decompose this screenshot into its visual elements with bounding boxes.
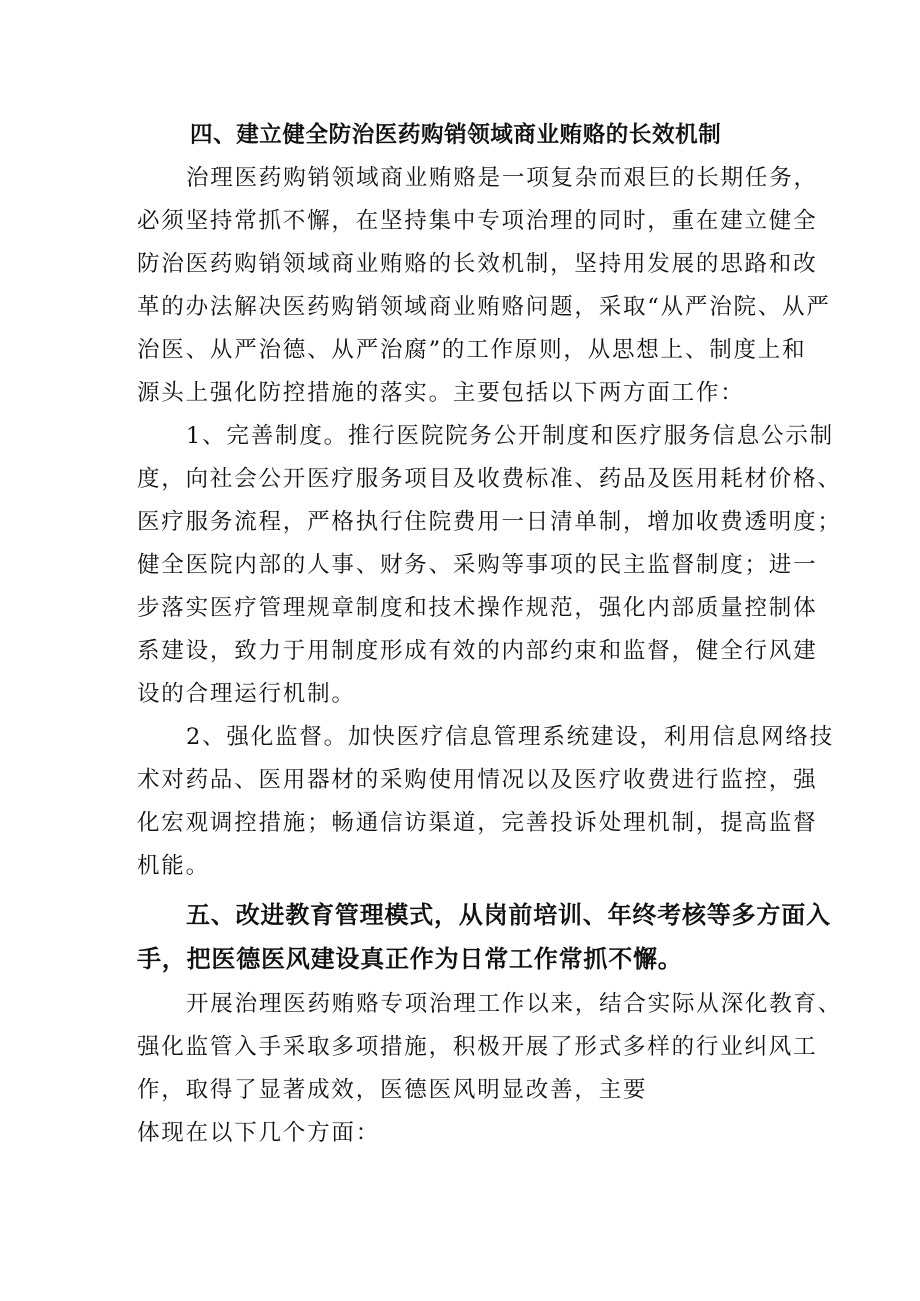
list-item-line: 系建设，致力于用制度形成有效的内部约束和监督，健全行风建 xyxy=(137,638,818,664)
list-item-line: 步落实医疗管理规章制度和技术操作规范，强化内部质量控制体 xyxy=(137,595,818,621)
paragraph-line: 必须坚持常抓不懈，在坚持集中专项治理的同时，重在建立健全 xyxy=(137,208,818,234)
paragraph-line: 治医、从严治德、从严治腐”的工作原则，从思想上、制度上和 xyxy=(137,337,807,363)
paragraph-line: 源头上强化防控措施的落实。主要包括以下两方面工作： xyxy=(137,380,745,406)
section-heading-4: 四、建立健全防治医药购销领域商业贿赂的长效机制 xyxy=(190,122,722,148)
list-item-line: 机能。 xyxy=(137,853,210,879)
list-item-line: 健全医院内部的人事、财务、采购等事项的民主监督制度；进一 xyxy=(137,552,818,578)
list-item-line: 2、强化监督。加快医疗信息管理系统建设，利用信息网络技 xyxy=(186,724,834,750)
section-heading-5: 五、改进教育管理模式，从岗前培训、年终考核等多方面入 xyxy=(186,901,831,929)
list-item-line: 1、完善制度。推行医院院务公开制度和医疗服务信息公示制 xyxy=(186,423,834,449)
paragraph-line: 作，取得了显著成效，医德医风明显改善，主要 xyxy=(137,1077,648,1103)
paragraph-line: 革的办法解决医药购销领域商业贿赂问题，采取“从严治院、从严 xyxy=(137,294,831,320)
section-heading-5: 手，把医德医风建设真正作为日常工作常抓不懈。 xyxy=(137,945,683,973)
list-item-line: 化宏观调控措施；畅通信访渠道，完善投诉处理机制，提高监督 xyxy=(137,810,818,836)
list-item-line: 医疗服务流程，严格执行住院费用一日清单制，增加收费透明度； xyxy=(137,509,842,535)
paragraph-line: 防治医药购销领域商业贿赂的长效机制，坚持用发展的思路和改 xyxy=(137,251,818,277)
paragraph-line: 开展治理医药贿赂专项治理工作以来，结合实际从深化教育、 xyxy=(186,991,843,1017)
paragraph-line: 治理医药购销领域商业贿赂是一项复杂而艰巨的长期任务， xyxy=(186,165,818,191)
list-item-line: 度，向社会公开医疗服务项目及收费标准、药品及医用耗材价格、 xyxy=(137,466,842,492)
list-item-line: 设的合理运行机制。 xyxy=(137,681,356,707)
list-item-line: 术对药品、医用器材的采购使用情况以及医疗收费进行监控，强 xyxy=(137,767,818,793)
paragraph-line: 强化监管入手采取多项措施，积极开展了形式多样的行业纠风工 xyxy=(137,1034,818,1060)
paragraph-line: 体现在以下几个方面： xyxy=(137,1120,381,1146)
